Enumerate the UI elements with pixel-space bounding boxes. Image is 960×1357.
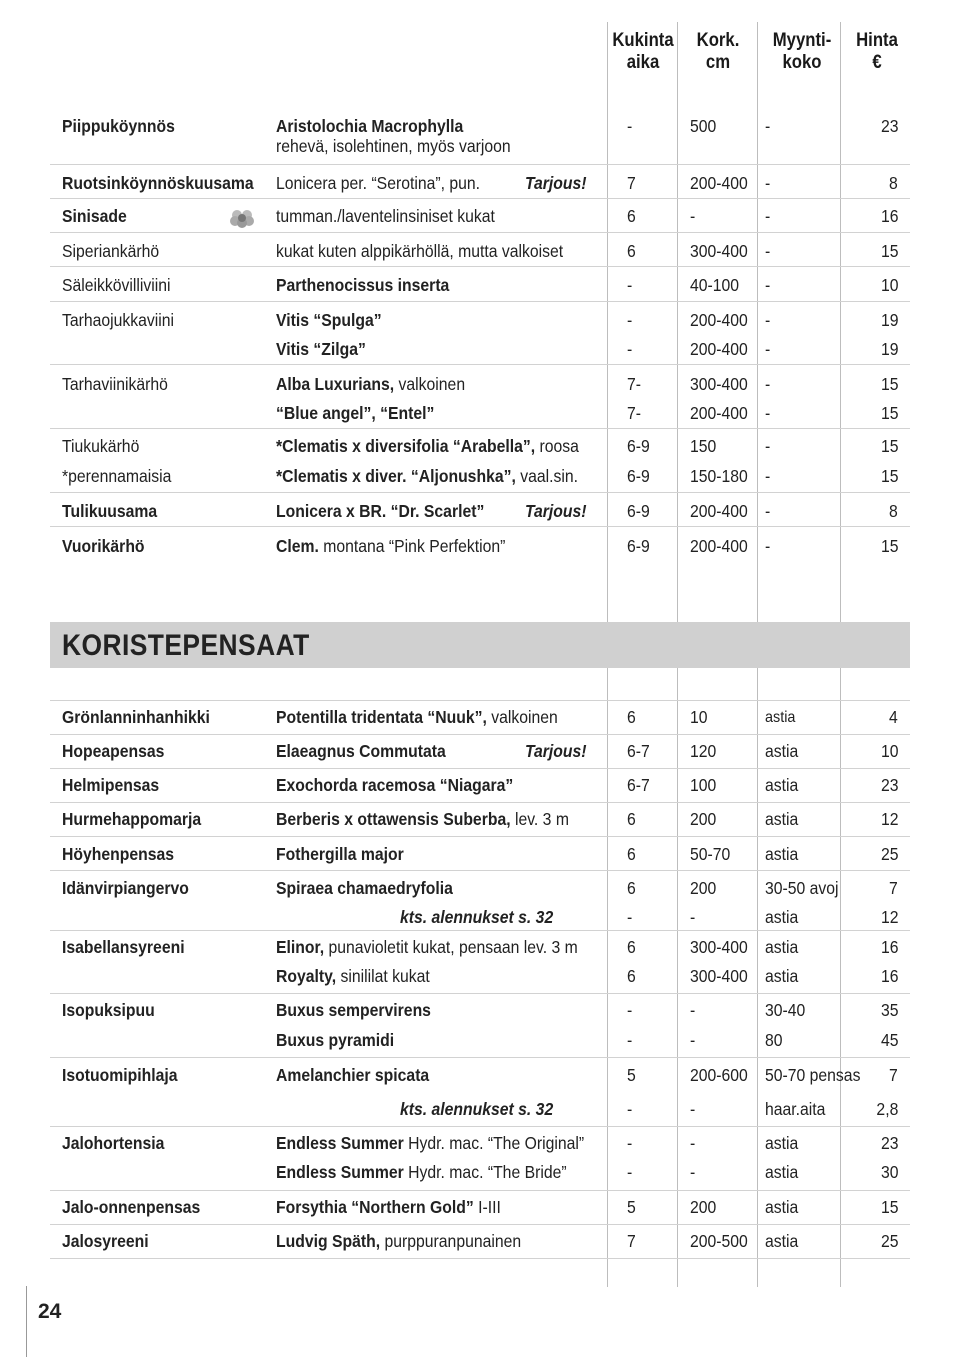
sale-size: - <box>765 501 771 521</box>
sale-size: astia <box>765 1197 799 1217</box>
price: 7 <box>889 878 898 898</box>
plant-height: - <box>690 907 696 927</box>
row-divider <box>50 232 910 233</box>
latin-name: Elinor, <box>276 937 325 957</box>
plant-height: - <box>690 1000 696 1020</box>
plant-height: 200-500 <box>690 1231 748 1251</box>
row-divider <box>50 870 910 871</box>
plant-description <box>276 237 563 266</box>
row-divider <box>50 1057 910 1058</box>
section-title: KORISTEPENSAAT <box>62 629 310 662</box>
bloom-time: 6-9 <box>627 501 650 521</box>
bloom-time: 5 <box>627 1197 636 1217</box>
section-banner <box>50 622 910 668</box>
sale-size: astia <box>765 1162 799 1182</box>
plant-height: 500 <box>690 116 717 136</box>
bloom-time: 6-7 <box>627 775 650 795</box>
bloom-time: 6-9 <box>627 536 650 556</box>
latin-name: Endless Summer <box>276 1133 404 1153</box>
bloom-time: 6 <box>627 878 636 898</box>
plant-name: *perennamaisia <box>62 466 172 486</box>
bloom-time: 6 <box>627 937 636 957</box>
sale-size: - <box>765 374 771 394</box>
header-bloom-line1: Kukinta <box>612 30 674 51</box>
bloom-time: - <box>627 1000 633 1020</box>
latin-name: Buxus sempervirens <box>276 1000 431 1020</box>
plant-height: 200-400 <box>690 536 748 556</box>
latin-name: Spiraea chamaedryfolia <box>276 878 453 898</box>
row-divider <box>50 1258 910 1259</box>
description-text: montana “Pink Perfektion” <box>318 536 506 556</box>
plant-height: 120 <box>690 741 717 761</box>
latin-name: Vitis “Zilga” <box>276 339 366 359</box>
plant-description <box>276 1158 567 1187</box>
header-height-line2: cm <box>705 52 731 73</box>
sale-size: - <box>765 403 771 423</box>
latin-name: Alba Luxurians, <box>276 374 395 394</box>
bloom-time: 6 <box>627 707 636 727</box>
price: 23 <box>880 1133 898 1153</box>
latin-name: Exochorda racemosa “Niagara” <box>276 775 514 795</box>
latin-name: tumman./laventelinsiniset kukat <box>276 206 495 226</box>
plant-description <box>276 805 569 834</box>
plant-height: 200-400 <box>690 339 748 359</box>
plant-name: Säleikkövilliviini <box>62 275 171 295</box>
description-text: lev. 3 m <box>510 809 569 829</box>
plant-name: Siperiankärhö <box>62 241 160 261</box>
plant-height: - <box>690 1030 696 1050</box>
row-divider <box>50 768 910 769</box>
price: 35 <box>880 1000 898 1020</box>
plant-description <box>276 497 484 526</box>
price: 30 <box>880 1162 898 1182</box>
header-bloom <box>610 30 677 74</box>
header-size <box>765 30 839 74</box>
sale-size: astia <box>765 844 799 864</box>
price: 15 <box>880 374 898 394</box>
row-divider <box>50 1224 910 1225</box>
plant-height: - <box>690 1133 696 1153</box>
bloom-time: - <box>627 339 633 359</box>
sale-size: astia <box>765 907 799 927</box>
price: 8 <box>889 501 898 521</box>
plant-name: Tarhaviinikärhö <box>62 374 168 394</box>
sale-size: - <box>765 275 771 295</box>
header-size-line2: koko <box>782 52 822 73</box>
header-height <box>685 30 752 74</box>
plant-name: Jalosyreeni <box>62 1231 149 1251</box>
plant-height: 300-400 <box>690 937 748 957</box>
row-divider <box>50 993 910 994</box>
bloom-time: 5 <box>627 1065 636 1085</box>
price: 16 <box>880 206 898 226</box>
plant-height: 300-400 <box>690 374 748 394</box>
plant-height: 150 <box>690 436 717 456</box>
plant-height: - <box>690 1162 696 1182</box>
plant-description <box>276 1026 394 1055</box>
plant-name: Isopuksipuu <box>62 1000 155 1020</box>
price: 15 <box>880 403 898 423</box>
price: 15 <box>880 1197 898 1217</box>
row-divider <box>50 734 910 735</box>
price: 23 <box>880 775 898 795</box>
plant-height: 200-400 <box>690 173 748 193</box>
sale-size: astia <box>765 809 799 829</box>
plant-note: rehevä, isolehtinen, myös varjoon <box>276 136 511 156</box>
price: 15 <box>880 466 898 486</box>
bloom-time: 7- <box>627 374 642 394</box>
latin-name: Buxus pyramidi <box>276 1030 395 1050</box>
latin-name: Clem. <box>276 536 319 556</box>
price: 15 <box>880 241 898 261</box>
plant-height: 200-400 <box>690 310 748 330</box>
plant-name: Ruotsinköynnöskuusama <box>62 173 254 193</box>
latin-name: “Blue angel”, “Entel” <box>276 403 435 423</box>
plant-height: 300-400 <box>690 241 748 261</box>
plant-description <box>276 1227 521 1256</box>
plant-description <box>276 996 431 1025</box>
plant-description <box>276 737 446 766</box>
latin-name: Royalty, <box>276 966 337 986</box>
bloom-time: 6 <box>627 844 636 864</box>
row-divider <box>50 492 910 493</box>
header-height-line1: Kork. <box>696 30 740 51</box>
latin-name: Fothergilla major <box>276 844 404 864</box>
bloom-time: 6 <box>627 809 636 829</box>
sale-size: - <box>765 116 771 136</box>
plant-description <box>276 962 430 991</box>
plant-name: Helmipensas <box>62 775 160 795</box>
row-divider <box>50 364 910 365</box>
plant-name: Vuorikärhö <box>62 536 145 556</box>
sale-size: 30-40 <box>765 1000 806 1020</box>
header-size-line1: Myynti- <box>772 30 832 51</box>
plant-description <box>276 169 480 198</box>
row-divider <box>50 526 910 527</box>
price: 2,8 <box>876 1099 898 1119</box>
sale-size: haar.aita <box>765 1099 826 1119</box>
sale-size: astia <box>765 775 799 795</box>
bloom-time: 7- <box>627 403 642 423</box>
description-text: purppuranpunainen <box>380 1231 522 1251</box>
plant-height: 150-180 <box>690 466 748 486</box>
plant-description <box>276 874 453 903</box>
sale-size: astia <box>765 709 796 726</box>
plant-name: Isotuomipihlaja <box>62 1065 178 1085</box>
description-text: roosa <box>535 436 579 456</box>
latin-name: Lonicera x BR. “Dr. Scarlet” <box>276 501 485 521</box>
bloom-time: 6-9 <box>627 436 650 456</box>
plant-height: - <box>690 1099 696 1119</box>
price: 7 <box>889 1065 898 1085</box>
plant-description <box>276 532 505 561</box>
sale-size: - <box>765 241 771 261</box>
sale-size: astia <box>765 966 799 986</box>
latin-name: *Clematis x diversifolia “Arabella”, <box>276 436 536 456</box>
offer-badge: Tarjous! <box>525 501 587 521</box>
bloom-time: - <box>627 1030 633 1050</box>
bloom-time: - <box>627 116 633 136</box>
discount-note: kts. alennukset s. 32 <box>400 907 554 927</box>
plant-description <box>276 703 558 732</box>
plant-name: Höyhenpensas <box>62 844 175 864</box>
bloom-time: 7 <box>627 173 636 193</box>
price: 25 <box>880 844 898 864</box>
bloom-time: 6 <box>627 241 636 261</box>
latin-name: Endless Summer <box>276 1162 404 1182</box>
sale-size: astia <box>765 1231 799 1251</box>
plant-height: 200 <box>690 809 717 829</box>
description-text: I-III <box>473 1197 501 1217</box>
price: 16 <box>880 966 898 986</box>
page-number: 24 <box>38 1300 62 1323</box>
plant-description <box>276 271 449 300</box>
plant-name: Isabellansyreeni <box>62 937 185 957</box>
price: 25 <box>880 1231 898 1251</box>
sale-size: - <box>765 466 771 486</box>
sale-size: - <box>765 436 771 456</box>
plant-height: 200-400 <box>690 403 748 423</box>
plant-height: 100 <box>690 775 717 795</box>
price: 19 <box>880 310 898 330</box>
bloom-time: - <box>627 907 633 927</box>
row-divider <box>50 266 910 267</box>
price: 45 <box>880 1030 898 1050</box>
bloom-time: 6-7 <box>627 741 650 761</box>
sale-size: astia <box>765 937 799 957</box>
header-bloom-line2: aika <box>626 52 660 73</box>
plant-height: 40-100 <box>690 275 740 295</box>
description-text: Hydr. mac. “The Bride” <box>403 1162 567 1182</box>
sale-size: 30-50 avoj <box>765 878 839 898</box>
plant-description <box>276 1061 429 1090</box>
row-divider <box>50 1126 910 1127</box>
plant-name: Hopeapensas <box>62 741 165 761</box>
plant-height: 200 <box>690 1197 717 1217</box>
plant-description <box>276 840 404 869</box>
plant-height: 300-400 <box>690 966 748 986</box>
row-divider <box>50 836 910 837</box>
plant-description <box>276 462 578 491</box>
row-divider <box>50 1190 910 1191</box>
description-text: valkoinen <box>486 707 558 727</box>
plant-description <box>276 399 434 428</box>
bloom-time: - <box>627 1162 633 1182</box>
plant-name: Jalo-onnenpensas <box>62 1197 201 1217</box>
price: 4 <box>889 707 898 727</box>
plant-description <box>276 1129 584 1158</box>
plant-name: Grönlanninhanhikki <box>62 707 210 727</box>
price: 15 <box>880 536 898 556</box>
price: 19 <box>880 339 898 359</box>
plant-name: Piippuköynnös <box>62 116 175 136</box>
plant-name: Jalohortensia <box>62 1133 165 1153</box>
discount-note: kts. alennukset s. 32 <box>400 1099 554 1119</box>
plant-description <box>276 771 513 800</box>
row-divider <box>50 301 910 302</box>
offer-badge: Tarjous! <box>525 173 587 193</box>
price: 23 <box>880 116 898 136</box>
price: 16 <box>880 937 898 957</box>
plant-height: 200 <box>690 878 717 898</box>
description-text: punavioletit kukat, pensaan lev. 3 m <box>324 937 578 957</box>
plant-description <box>276 432 579 461</box>
bloom-time: 6-9 <box>627 466 650 486</box>
plant-description <box>276 1193 501 1222</box>
latin-name: *Clematis x diver. “Aljonushka”, <box>276 466 516 486</box>
plant-description <box>276 202 495 231</box>
description-text: Hydr. mac. “The Original” <box>403 1133 585 1153</box>
bloom-time: - <box>627 275 633 295</box>
plant-height: 200-600 <box>690 1065 748 1085</box>
latin-name: Amelanchier spicata <box>276 1065 430 1085</box>
sale-size: astia <box>765 741 799 761</box>
bloom-time: - <box>627 310 633 330</box>
latin-name: Parthenocissus inserta <box>276 275 450 295</box>
plant-name: Tarhaojukkaviini <box>62 310 175 330</box>
price: 12 <box>880 809 898 829</box>
sale-size: - <box>765 206 771 226</box>
plant-description <box>276 335 366 364</box>
header-price-line2: € <box>872 52 882 73</box>
plant-height: 50-70 <box>690 844 731 864</box>
latin-name: Lonicera per. “Serotina”, pun. <box>276 173 481 193</box>
plant-height: 200-400 <box>690 501 748 521</box>
latin-name: Vitis “Spulga” <box>276 310 382 330</box>
plant-description <box>276 370 465 399</box>
offer-badge: Tarjous! <box>525 741 587 761</box>
latin-name: Berberis x ottawensis Suberba, <box>276 809 511 829</box>
plant-height: - <box>690 206 696 226</box>
row-divider <box>50 700 910 701</box>
bloom-time: 6 <box>627 206 636 226</box>
sale-size: 50-70 pensas <box>765 1065 861 1085</box>
latin-name: Ludvig Späth, <box>276 1231 381 1251</box>
description-text: vaal.sin. <box>515 466 578 486</box>
bloom-time: 7 <box>627 1231 636 1251</box>
bloom-time: - <box>627 1099 633 1119</box>
row-divider <box>50 164 910 165</box>
latin-name: Forsythia “Northern Gold” <box>276 1197 474 1217</box>
price: 15 <box>880 436 898 456</box>
header-price-line1: Hinta <box>856 30 898 51</box>
sale-size: 80 <box>765 1030 783 1050</box>
bloom-time: 6 <box>627 966 636 986</box>
latin-name: Elaeagnus Commutata <box>276 741 446 761</box>
latin-name: Potentilla tridentata “Nuuk”, <box>276 707 487 727</box>
sale-size: - <box>765 310 771 330</box>
plant-description <box>276 306 382 335</box>
header-price <box>846 30 908 74</box>
plant-name: Sinisade <box>62 206 127 226</box>
price: 10 <box>880 275 898 295</box>
plant-name: Tulikuusama <box>62 501 158 521</box>
latin-name: Aristolochia Macrophylla <box>276 116 464 136</box>
plant-description <box>276 933 578 962</box>
plant-name: Idänvirpiangervo <box>62 878 189 898</box>
row-divider <box>50 428 910 429</box>
plant-name: Hurmehappomarja <box>62 809 202 829</box>
price: 12 <box>880 907 898 927</box>
plant-name: Tiukukärhö <box>62 436 140 456</box>
sale-size: - <box>765 339 771 359</box>
row-divider <box>50 198 910 199</box>
shade-flower-icon <box>228 208 256 228</box>
row-divider <box>50 802 910 803</box>
page-number-divider <box>26 1286 27 1357</box>
latin-name: kukat kuten alppikärhöllä, mutta valkoiset <box>276 241 564 261</box>
price: 10 <box>880 741 898 761</box>
description-text: sinililat kukat <box>336 966 430 986</box>
sale-size: - <box>765 536 771 556</box>
bloom-time: - <box>627 1133 633 1153</box>
sale-size: astia <box>765 1133 799 1153</box>
plant-height: 10 <box>690 707 708 727</box>
description-text: valkoinen <box>394 374 466 394</box>
sale-size: - <box>765 173 771 193</box>
price: 8 <box>889 173 898 193</box>
